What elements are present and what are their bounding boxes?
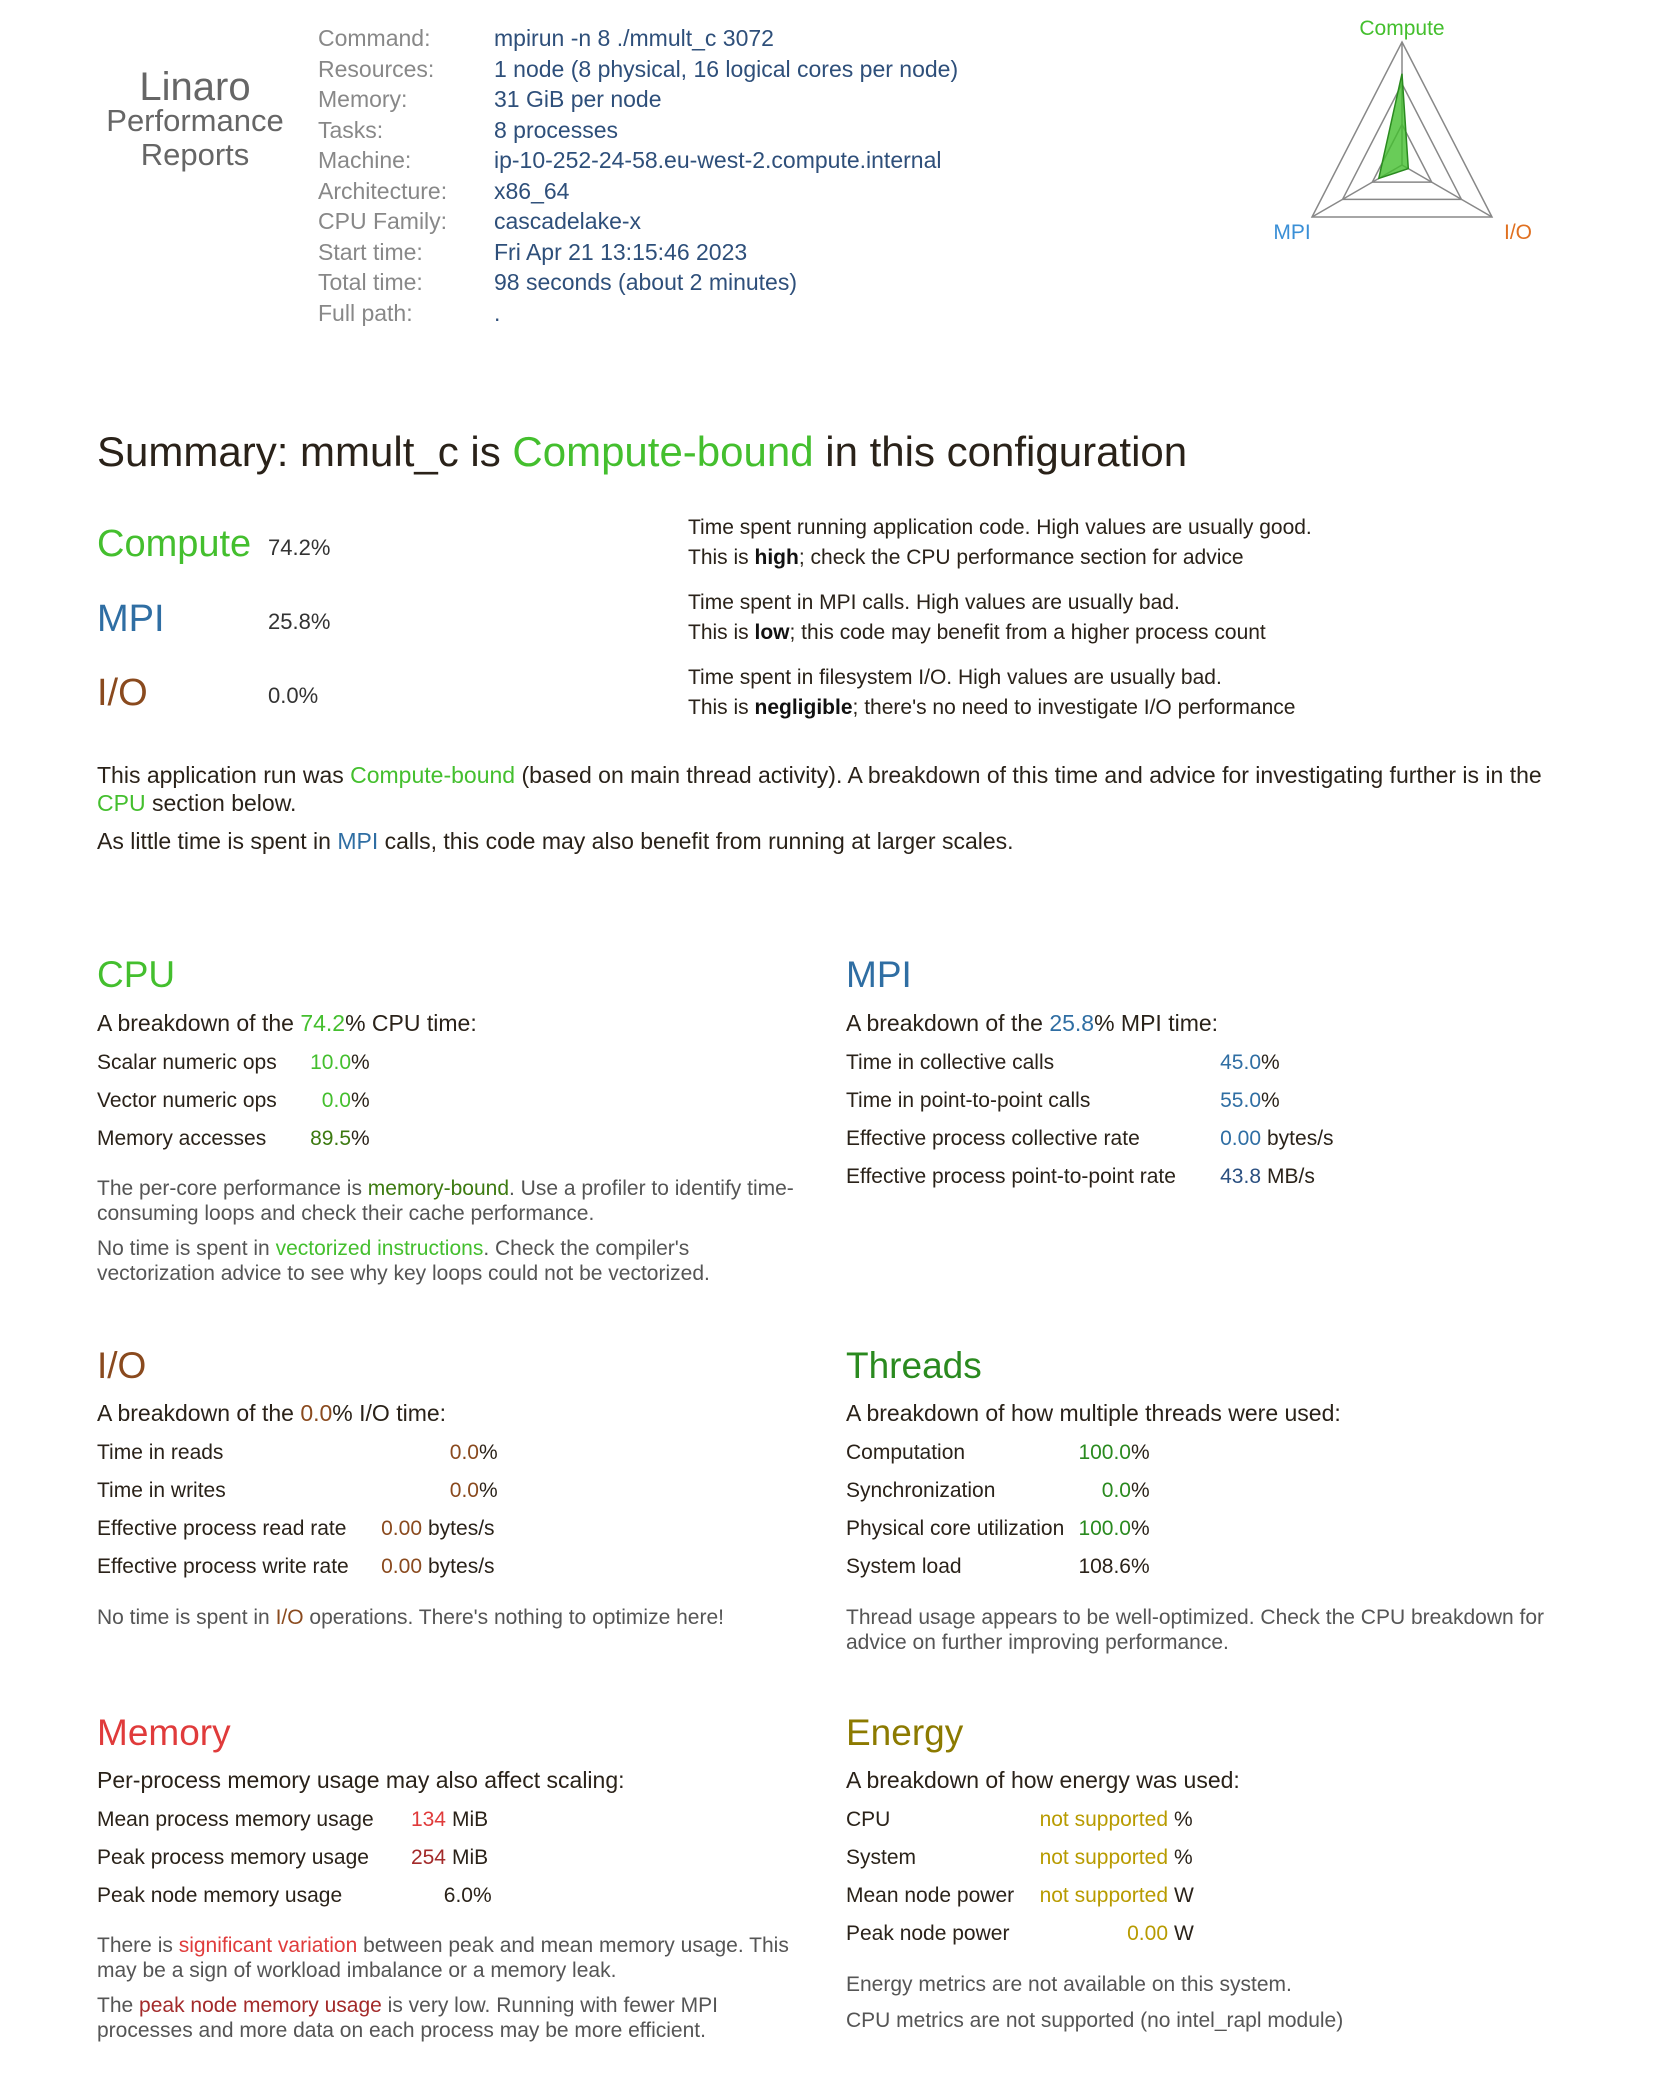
desc-line-1: Time spent in filesystem I/O. High values are usually bad. [688,666,1222,689]
row-value: 100.0 [1078,1441,1131,1464]
summary-title [97,428,1187,476]
desc-post: ; check the CPU performance section for advice [798,546,1244,569]
row-value: 43.8 [1220,1165,1261,1188]
meta-value: 98 seconds (about 2 minutes) [494,269,798,295]
row-label: Effective process collective rate [846,1127,1140,1150]
para-text: This application run was [97,762,351,788]
para-text: (based on main thread activity). A breakdown of this time and advice for investigating further is in the [515,762,1542,788]
para-highlight: CPU [97,790,146,816]
meta-row [318,54,958,85]
note-highlight: peak node memory usage [139,1994,382,2017]
summary-io-value: 0.0% [268,683,319,708]
row-unit: MB/s [1267,1165,1315,1188]
sub-text: % I/O time: [332,1400,447,1426]
desc-bold: low [754,621,790,644]
row-unit: MiB [452,1846,489,1869]
desc-line-2 [688,618,1266,648]
row-label: Peak node memory usage [97,1884,343,1907]
meta-row [318,298,958,329]
memory-note-1 [97,1933,817,1983]
sub-text: A breakdown of the [97,1400,301,1426]
table-row [846,1158,1334,1196]
table-row [97,1082,370,1120]
summary-mpi-desc [688,588,1266,648]
row-unit: % [1131,1555,1150,1578]
row-value: 6.0 [443,1884,473,1907]
row-value: 254 [410,1846,446,1869]
io-section-subtitle [97,1400,446,1427]
row-value: 100.0 [1078,1517,1131,1540]
run-metadata [318,23,958,328]
energy-note-2: CPU metrics are not supported (no intel_rapl module) [846,2009,1344,2032]
meta-key: Resources: [318,55,435,82]
summary-paragraph-1 [97,761,1567,817]
note-text: between peak and mean memory usage. This may be a sign of workload imbalance or a memory leak. [97,1934,789,1982]
row-unit: % [479,1479,498,1502]
note-text: The [97,1994,140,2017]
row-label: Mean node power [846,1884,1015,1907]
para-highlight: Compute-bound [350,762,516,788]
memory-section-subtitle: Per-process memory usage may also affect scaling: [97,1767,625,1793]
desc-line-1: Time spent running application code. High values are usually good. [688,516,1312,539]
row-label: Vector numeric ops [97,1089,277,1112]
row-label: Effective process write rate [97,1555,349,1578]
meta-value: 1 node (8 physical, 16 logical cores per node) [494,55,959,82]
radar-label-compute: Compute [1359,17,1445,40]
table-row [846,1915,1194,1953]
summary-prefix: Summary: mmult_c is [97,428,513,475]
meta-key: Tasks: [318,116,384,143]
table-row [846,1082,1334,1120]
row-label: CPU [846,1808,891,1831]
table-row [846,1044,1334,1082]
meta-row [318,23,958,54]
sub-text: A breakdown of the [97,1010,301,1036]
row-label: Time in point-to-point calls [846,1089,1091,1112]
desc-bold: negligible [754,696,853,719]
para-highlight: MPI [337,828,379,854]
sub-text: % MPI time: [1094,1010,1219,1036]
table-row [97,1120,370,1158]
logo-line-1: Linaro [139,65,251,109]
meta-row [318,267,958,298]
row-unit: bytes/s [428,1517,495,1540]
row-label: Memory accesses [97,1127,267,1150]
logo-line-3: Reports [140,137,250,172]
meta-key: Architecture: [318,177,448,204]
row-unit: % [1174,1846,1193,1869]
row-unit: % [1174,1808,1193,1831]
logo-line-2: Performance [106,103,284,138]
row-unit: W [1174,1922,1194,1945]
meta-key: Total time: [318,269,423,295]
meta-value: 31 GiB per node [494,86,662,112]
energy-section-title: Energy [846,1712,964,1753]
row-unit: % [1261,1089,1280,1112]
memory-section-title: Memory [97,1712,231,1753]
row-unit: % [479,1441,498,1464]
meta-row [318,237,958,268]
radar-label-io: I/O [1503,221,1533,244]
table-row [846,1510,1150,1548]
note-highlight: vectorized instructions [275,1237,484,1260]
row-label: Physical core utilization [846,1517,1065,1540]
table-row [846,1801,1194,1839]
energy-section-subtitle: A breakdown of how energy was used: [846,1767,1240,1793]
cpu-note-1 [97,1176,797,1226]
note-highlight: memory-bound [367,1177,510,1200]
table-row [97,1801,492,1839]
note-highlight: significant variation [178,1934,358,1957]
row-unit: bytes/s [428,1555,495,1578]
table-row [846,1548,1150,1586]
desc-line-2 [688,543,1312,573]
meta-value: mpirun -n 8 ./mmult_c 3072 [494,25,774,51]
note-text: . Check the compiler's vectorization advice to see why key loops could not be vectorized. [97,1237,710,1285]
table-row [97,1548,498,1586]
meta-key: Full path: [318,299,413,326]
note-text: No time is spent in [97,1606,276,1629]
energy-note-1: Energy metrics are not available on this system. [846,1973,1292,1996]
desc-post: ; this code may benefit from a higher process count [789,621,1266,644]
table-row [97,1472,498,1510]
row-value: 134 [410,1808,446,1831]
sub-value: 74.2 [300,1010,346,1036]
table-row [846,1839,1194,1877]
summary-paragraph-2 [97,827,1567,855]
memory-note-2 [97,1993,817,2043]
mpi-section-title: MPI [846,954,912,995]
meta-key: Command: [318,25,431,51]
sub-text: A breakdown of the [846,1010,1050,1036]
row-label: Time in writes [97,1479,226,1502]
sub-value: 25.8 [1049,1010,1095,1036]
row-value: 0.0 [449,1479,479,1502]
row-unit: % [351,1127,370,1150]
summary-compute-desc [688,513,1312,573]
para-text: As little time is spent in [97,828,338,854]
sub-text: % CPU time: [345,1010,477,1036]
meta-value: x86_64 [494,177,570,204]
row-label: System [846,1846,917,1869]
row-label: Peak process memory usage [97,1846,369,1869]
row-label: Effective process point-to-point rate [846,1165,1176,1188]
row-unit: % [351,1051,370,1074]
summary-mpi-value: 25.8% [268,609,331,634]
note-highlight: I/O [275,1606,304,1629]
desc-post: ; there's no need to investigate I/O performance [852,696,1296,719]
table-row [97,1434,498,1472]
row-label: Effective process read rate [97,1517,347,1540]
table-row [846,1877,1194,1915]
io-note [97,1605,817,1630]
energy-breakdown-table [846,1801,1194,1953]
row-value: not supported [1039,1884,1168,1907]
note-text: No time is spent in [97,1237,276,1260]
row-value: not supported [1039,1846,1168,1869]
meta-row [318,145,958,176]
note-text: There is [97,1934,179,1957]
meta-row [318,206,958,237]
row-unit: bytes/s [1267,1127,1334,1150]
meta-value: cascadelake-x [494,208,642,234]
meta-row [318,176,958,207]
mpi-section-subtitle [846,1010,1218,1037]
desc-line-2 [688,693,1295,723]
row-value: 45.0 [1220,1051,1261,1074]
sub-value: 0.0 [300,1400,333,1426]
note-text: operations. There's nothing to optimize here! [303,1606,724,1629]
table-row [846,1434,1150,1472]
meta-value: 8 processes [494,116,619,143]
io-section-title: I/O [97,1345,147,1386]
summary-io-desc [688,663,1295,723]
meta-row [318,115,958,146]
cpu-note-2 [97,1236,797,1286]
row-unit: % [473,1884,492,1907]
row-unit: % [1261,1051,1280,1074]
row-label: Synchronization [846,1479,996,1502]
desc-line-1: Time spent in MPI calls. High values are usually bad. [688,591,1180,614]
meta-value: Fri Apr 21 13:15:46 2023 [494,238,748,265]
cpu-breakdown-table [97,1044,370,1158]
note-text: The per-core performance is [97,1177,368,1200]
row-unit: MiB [452,1808,489,1831]
io-breakdown-table [97,1434,498,1586]
cpu-section-subtitle [97,1010,477,1037]
para-text: calls, this code may also benefit from running at larger scales. [378,828,1014,854]
threads-breakdown-table [846,1434,1150,1586]
row-value: 0.0 [321,1089,351,1112]
meta-value: ip-10-252-24-58.eu-west-2.compute.internal [494,147,942,173]
meta-value: . [494,299,501,326]
memory-breakdown-table [97,1801,492,1915]
table-row [97,1877,492,1915]
row-value: 89.5 [310,1127,351,1150]
row-label: Scalar numeric ops [97,1051,277,1074]
desc-bold: high [754,546,799,569]
row-value: 10.0 [310,1051,351,1074]
meta-key: Machine: [318,147,412,173]
desc-pre: This is [688,696,755,719]
meta-key: Memory: [318,86,408,112]
table-row [846,1472,1150,1510]
meta-key: CPU Family: [318,208,448,234]
row-unit: W [1174,1884,1194,1907]
para-text: section below. [145,790,297,816]
radar-chart [1260,10,1560,250]
summary-io-label: I/O [97,672,148,714]
row-unit: % [1131,1517,1150,1540]
summary-compute-label: Compute [97,523,252,565]
row-value: 108.6 [1078,1555,1131,1578]
row-value: 0.0 [1101,1479,1131,1502]
row-value: 0.00 [381,1517,422,1540]
radar-value-shape [1379,74,1409,179]
row-label: Time in reads [97,1441,224,1464]
row-label: Peak node power [846,1922,1010,1945]
row-value: 0.00 [381,1555,422,1578]
row-unit: % [1131,1479,1150,1502]
table-row [97,1044,370,1082]
note-text: . Use a profiler to identify time-consuming loops and check their cache performance. [97,1177,794,1225]
threads-section-subtitle: A breakdown of how multiple threads were used: [846,1400,1341,1426]
summary-compute-value: 74.2% [268,535,331,560]
meta-row [318,84,958,115]
row-label: System load [846,1555,962,1578]
table-row [846,1120,1334,1158]
mpi-breakdown-table [846,1044,1334,1196]
table-row [97,1510,498,1548]
radar-label-mpi: MPI [1273,221,1311,244]
summary-highlight: Compute-bound [512,428,814,475]
meta-key: Start time: [318,238,423,265]
row-label: Mean process memory usage [97,1808,374,1831]
row-value: not supported [1039,1808,1168,1831]
threads-section-title: Threads [846,1345,982,1386]
row-value: 55.0 [1220,1089,1261,1112]
row-unit: % [351,1089,370,1112]
cpu-section-title: CPU [97,954,176,995]
table-row [97,1839,492,1877]
row-value: 0.00 [1127,1922,1168,1945]
summary-mpi-label: MPI [97,598,165,640]
desc-pre: This is [688,546,755,569]
row-value: 0.0 [449,1441,479,1464]
row-unit: % [1131,1441,1150,1464]
note-text: is very low. Running with fewer MPI processes and more data on each process may be more efficient. [97,1994,718,2042]
linaro-logo [100,65,290,172]
threads-note: Thread usage appears to be well-optimized. Check the CPU breakdown for advice on further improving performance. [846,1606,1545,1654]
row-label: Time in collective calls [846,1051,1055,1074]
summary-suffix: in this configuration [813,428,1188,475]
desc-pre: This is [688,621,755,644]
row-value: 0.00 [1220,1127,1261,1150]
row-label: Computation [846,1441,966,1464]
